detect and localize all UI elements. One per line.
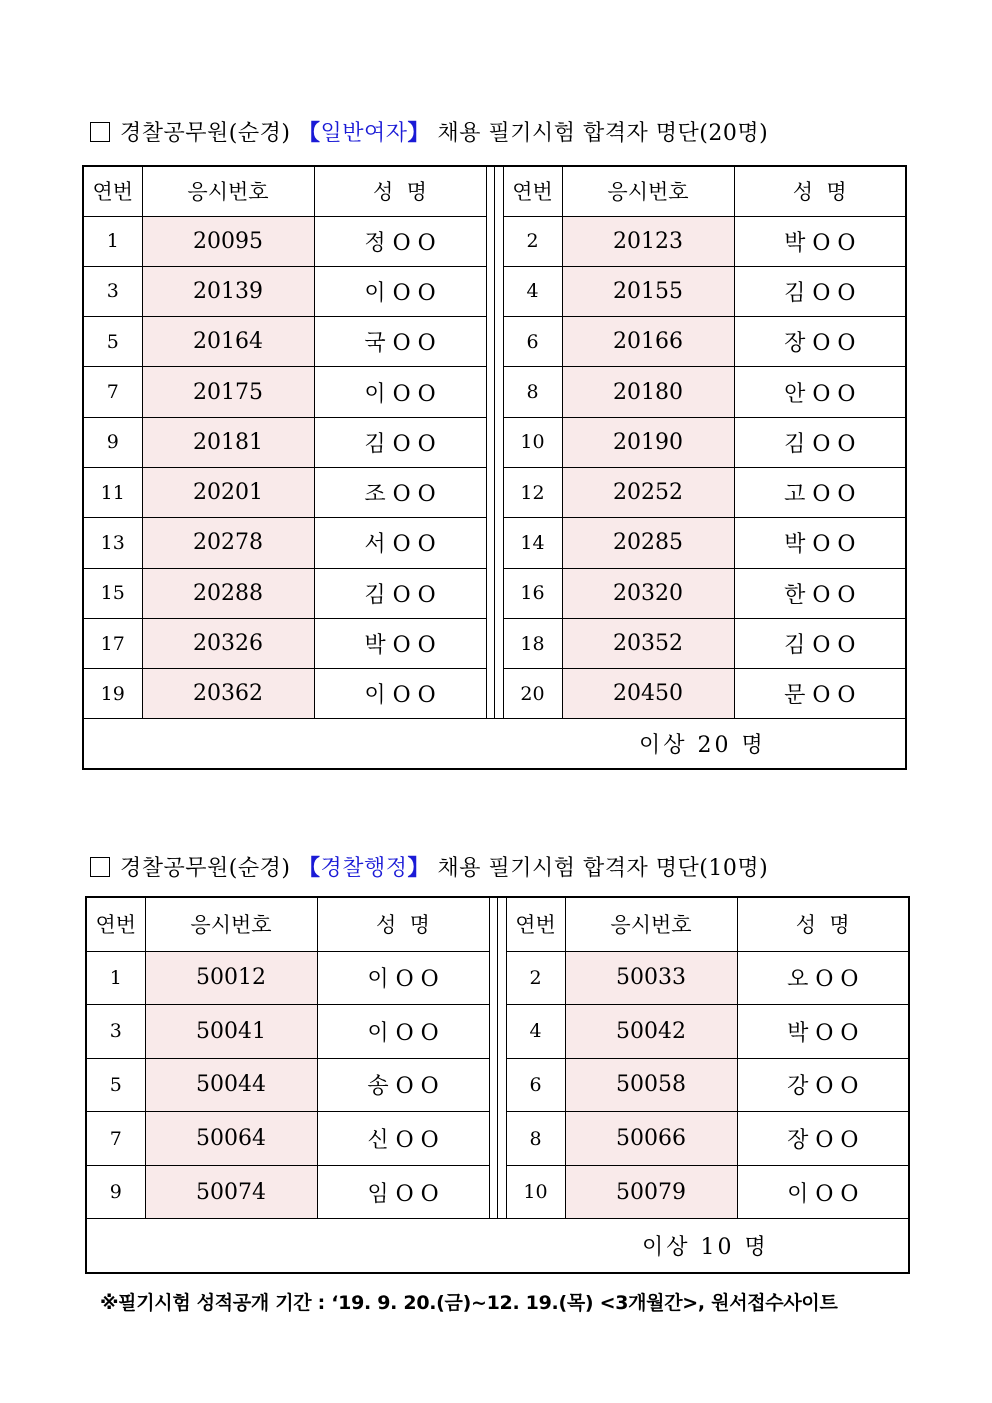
- exam-number: 20166: [562, 317, 734, 367]
- column-divider: [497, 1058, 506, 1112]
- serial-no: 2: [503, 216, 562, 266]
- table-row: [83, 266, 906, 316]
- candidate-name: 신 O O: [317, 1112, 489, 1166]
- candidate-name: 이 O O: [317, 1005, 489, 1059]
- column-divider: [494, 367, 503, 417]
- exam-number: 50041: [145, 1005, 317, 1059]
- column-divider: [494, 568, 503, 618]
- title-prefix: 경찰공무원(순경): [120, 121, 291, 146]
- column-divider: [489, 1165, 497, 1219]
- header-name: 성 명: [734, 166, 906, 216]
- serial-no: 6: [506, 1058, 565, 1112]
- serial-no: 3: [83, 266, 142, 316]
- table-row: [83, 618, 906, 668]
- exam-number: 20201: [142, 467, 314, 517]
- exam-number: 50074: [145, 1165, 317, 1219]
- title-prefix: 경찰공무원(순경): [120, 856, 291, 881]
- candidate-name: 문 O O: [734, 669, 906, 719]
- candidate-name: 이 O O: [314, 266, 486, 316]
- candidate-name: 조 O O: [314, 467, 486, 517]
- header-code: 응시번호: [565, 897, 737, 951]
- total-row: [83, 719, 906, 769]
- serial-no: 9: [86, 1165, 145, 1219]
- column-divider: [497, 951, 506, 1005]
- exam-number: 20181: [142, 417, 314, 467]
- candidate-name: 박 O O: [737, 1005, 909, 1059]
- column-divider: [494, 216, 503, 266]
- exam-number: 20285: [562, 518, 734, 568]
- title-suffix: 채용 필기시험 합격자 명단(20명): [437, 121, 769, 146]
- column-divider: [486, 166, 494, 216]
- candidate-name: 한 O O: [734, 568, 906, 618]
- exam-number: 20320: [562, 568, 734, 618]
- serial-no: 2: [506, 951, 565, 1005]
- column-divider: [494, 317, 503, 367]
- column-divider: [494, 417, 503, 467]
- serial-no: 12: [503, 467, 562, 517]
- exam-number: 20180: [562, 367, 734, 417]
- candidate-name: 오 O O: [737, 951, 909, 1005]
- column-divider: [494, 669, 503, 719]
- table-row: [86, 1005, 909, 1059]
- table-row: [83, 367, 906, 417]
- exam-number: 50042: [565, 1005, 737, 1059]
- serial-no: 15: [83, 568, 142, 618]
- candidate-name: 송 O O: [317, 1058, 489, 1112]
- column-divider: [494, 266, 503, 316]
- serial-no: 10: [506, 1165, 565, 1219]
- bracket-close: 】: [407, 855, 430, 881]
- serial-no: 16: [503, 568, 562, 618]
- candidate-name: 안 O O: [734, 367, 906, 417]
- exam-number: 50012: [145, 951, 317, 1005]
- title-suffix: 채용 필기시험 합격자 명단(10명): [437, 856, 769, 881]
- header-no: 연번: [503, 166, 562, 216]
- exam-number: 50058: [565, 1058, 737, 1112]
- candidate-name: 박 O O: [734, 216, 906, 266]
- serial-no: 5: [83, 317, 142, 367]
- table-row: [83, 467, 906, 517]
- category-label: 일반여자: [320, 121, 408, 146]
- table-row: [86, 1165, 909, 1219]
- exam-number: 50066: [565, 1112, 737, 1166]
- serial-no: 4: [506, 1005, 565, 1059]
- candidate-name: 강 O O: [737, 1058, 909, 1112]
- candidate-name: 서 O O: [314, 518, 486, 568]
- bracket-open: 【: [297, 120, 321, 146]
- total-count: 이상 20 명: [83, 719, 906, 769]
- column-divider: [486, 367, 494, 417]
- candidate-name: 정 O O: [314, 216, 486, 266]
- header-code: 응시번호: [562, 166, 734, 216]
- serial-no: 20: [503, 669, 562, 719]
- serial-no: 19: [83, 669, 142, 719]
- serial-no: 13: [83, 518, 142, 568]
- serial-no: 7: [83, 367, 142, 417]
- candidate-name: 박 O O: [734, 518, 906, 568]
- candidate-name: 이 O O: [314, 669, 486, 719]
- serial-no: 4: [503, 266, 562, 316]
- table-row: [83, 518, 906, 568]
- column-divider: [486, 216, 494, 266]
- header-no: 연번: [506, 897, 565, 951]
- table-row: [83, 216, 906, 266]
- serial-no: 14: [503, 518, 562, 568]
- candidate-name: 김 O O: [314, 417, 486, 467]
- column-divider: [489, 1112, 497, 1166]
- column-divider: [497, 1165, 506, 1219]
- checkbox-square-icon: [90, 857, 110, 877]
- table-row: [83, 417, 906, 467]
- header-no: 연번: [86, 897, 145, 951]
- candidate-name: 이 O O: [737, 1165, 909, 1219]
- candidate-name: 이 O O: [314, 367, 486, 417]
- column-divider: [489, 951, 497, 1005]
- section-title-police-admin: [90, 851, 768, 882]
- candidate-name: 고 O O: [734, 467, 906, 517]
- candidate-name: 임 O O: [317, 1165, 489, 1219]
- exam-number: 50079: [565, 1165, 737, 1219]
- exam-number: 20450: [562, 669, 734, 719]
- table-row: [83, 317, 906, 367]
- exam-number: 50033: [565, 951, 737, 1005]
- candidate-name: 장 O O: [734, 317, 906, 367]
- exam-number: 20164: [142, 317, 314, 367]
- column-divider: [486, 669, 494, 719]
- table-row: [86, 1058, 909, 1112]
- column-divider: [494, 166, 503, 216]
- header-code: 응시번호: [145, 897, 317, 951]
- exam-number: 20155: [562, 266, 734, 316]
- column-divider: [494, 518, 503, 568]
- column-divider: [486, 618, 494, 668]
- candidate-name: 박 O O: [314, 618, 486, 668]
- exam-number: 50064: [145, 1112, 317, 1166]
- checkbox-square-icon: [90, 122, 110, 142]
- total-count: 이상 10 명: [86, 1219, 909, 1273]
- candidate-name: 김 O O: [734, 417, 906, 467]
- exam-number: 20288: [142, 568, 314, 618]
- header-row: [83, 166, 906, 216]
- bracket-close: 】: [407, 120, 430, 146]
- header-code: 응시번호: [142, 166, 314, 216]
- column-divider: [486, 417, 494, 467]
- candidate-name: 김 O O: [734, 266, 906, 316]
- candidate-name: 김 O O: [314, 568, 486, 618]
- exam-number: 20252: [562, 467, 734, 517]
- column-divider: [489, 1005, 497, 1059]
- header-name: 성 명: [737, 897, 909, 951]
- exam-number: 20362: [142, 669, 314, 719]
- column-divider: [486, 266, 494, 316]
- serial-no: 18: [503, 618, 562, 668]
- exam-number: 20278: [142, 518, 314, 568]
- serial-no: 17: [83, 618, 142, 668]
- header-no: 연번: [83, 166, 142, 216]
- column-divider: [497, 897, 506, 951]
- serial-no: 5: [86, 1058, 145, 1112]
- candidate-name: 장 O O: [737, 1112, 909, 1166]
- column-divider: [497, 1005, 506, 1059]
- table-row: [86, 1112, 909, 1166]
- exam-number: 20352: [562, 618, 734, 668]
- exam-number: 50044: [145, 1058, 317, 1112]
- exam-number: 20139: [142, 266, 314, 316]
- column-divider: [494, 618, 503, 668]
- column-divider: [494, 467, 503, 517]
- column-divider: [486, 518, 494, 568]
- serial-no: 11: [83, 467, 142, 517]
- header-name: 성 명: [317, 897, 489, 951]
- header-row: [86, 897, 909, 951]
- column-divider: [489, 1058, 497, 1112]
- table-row: [83, 669, 906, 719]
- footnote: ※필기시험 성적공개 기간 : ‘19. 9. 20.(금)~12. 19.(목) <3개월간>, 원서접수사이트: [100, 1292, 838, 1314]
- serial-no: 9: [83, 417, 142, 467]
- exam-number: 20095: [142, 216, 314, 266]
- header-name: 성 명: [314, 166, 486, 216]
- serial-no: 1: [86, 951, 145, 1005]
- column-divider: [497, 1112, 506, 1166]
- bracket-open: 【: [297, 855, 321, 881]
- exam-number: 20190: [562, 417, 734, 467]
- column-divider: [486, 568, 494, 618]
- table-row: [83, 568, 906, 618]
- candidate-name: 국 O O: [314, 317, 486, 367]
- serial-no: 6: [503, 317, 562, 367]
- section-title-general-female: [90, 116, 768, 147]
- candidate-name: 이 O O: [317, 951, 489, 1005]
- exam-number: 20175: [142, 367, 314, 417]
- roster-table-police-admin: [85, 896, 910, 1274]
- candidate-name: 김 O O: [734, 618, 906, 668]
- serial-no: 1: [83, 216, 142, 266]
- serial-no: 7: [86, 1112, 145, 1166]
- column-divider: [486, 317, 494, 367]
- serial-no: 10: [503, 417, 562, 467]
- total-row: [86, 1219, 909, 1273]
- exam-number: 20123: [562, 216, 734, 266]
- serial-no: 3: [86, 1005, 145, 1059]
- column-divider: [489, 897, 497, 951]
- serial-no: 8: [506, 1112, 565, 1166]
- column-divider: [486, 467, 494, 517]
- roster-table-general-female: [82, 165, 907, 770]
- table-row: [86, 951, 909, 1005]
- category-label: 경찰행정: [320, 856, 408, 881]
- serial-no: 8: [503, 367, 562, 417]
- exam-number: 20326: [142, 618, 314, 668]
